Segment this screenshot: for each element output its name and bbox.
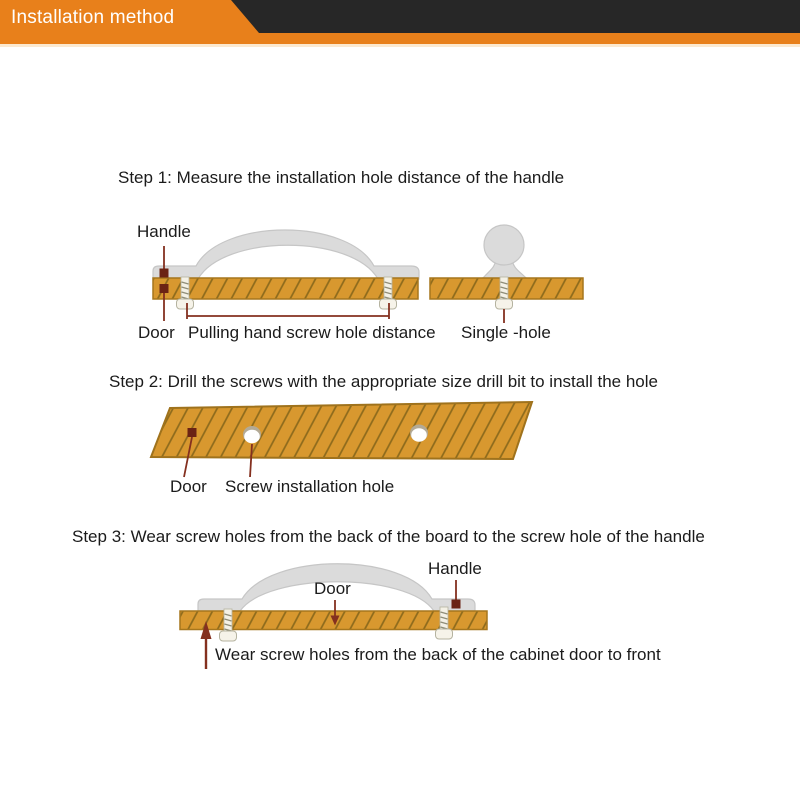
note-step3: Wear screw holes from the back of the cabinet door to front	[215, 645, 661, 664]
door-label-step2: Door	[170, 477, 207, 496]
door-label-step1: Door	[138, 323, 175, 342]
door-board-step2	[151, 402, 532, 459]
handle-label-step3: Handle	[428, 559, 482, 578]
door-pointer-step1	[160, 284, 169, 321]
banner-title: Installation method	[11, 7, 175, 28]
handle-label-step1: Handle	[137, 222, 191, 241]
dimension-line	[187, 303, 389, 319]
single-hole-label-step1: Single -hole	[461, 323, 551, 342]
distance-label-step1: Pulling hand screw hole distance	[188, 323, 436, 342]
handle-drawing-step1	[153, 230, 419, 279]
step2-heading: Step 2: Drill the screws with the appropriate size drill bit to install the hole	[109, 372, 658, 391]
screw-hole-label-step2: Screw installation hole	[225, 477, 395, 496]
step3-heading: Step 3: Wear screw holes from the back of the board to the screw hole of the handle	[72, 527, 705, 546]
single-hole-knob	[482, 225, 527, 279]
step1-diagram	[153, 225, 583, 323]
handle-pointer-step1	[160, 246, 169, 278]
step1-heading: Step 1: Measure the installation hole distance of the handle	[118, 168, 565, 187]
door-board-step1	[153, 278, 418, 299]
door-label-step3: Door	[314, 579, 351, 598]
step2-diagram	[151, 402, 532, 477]
handle-pointer-step3	[452, 580, 461, 609]
